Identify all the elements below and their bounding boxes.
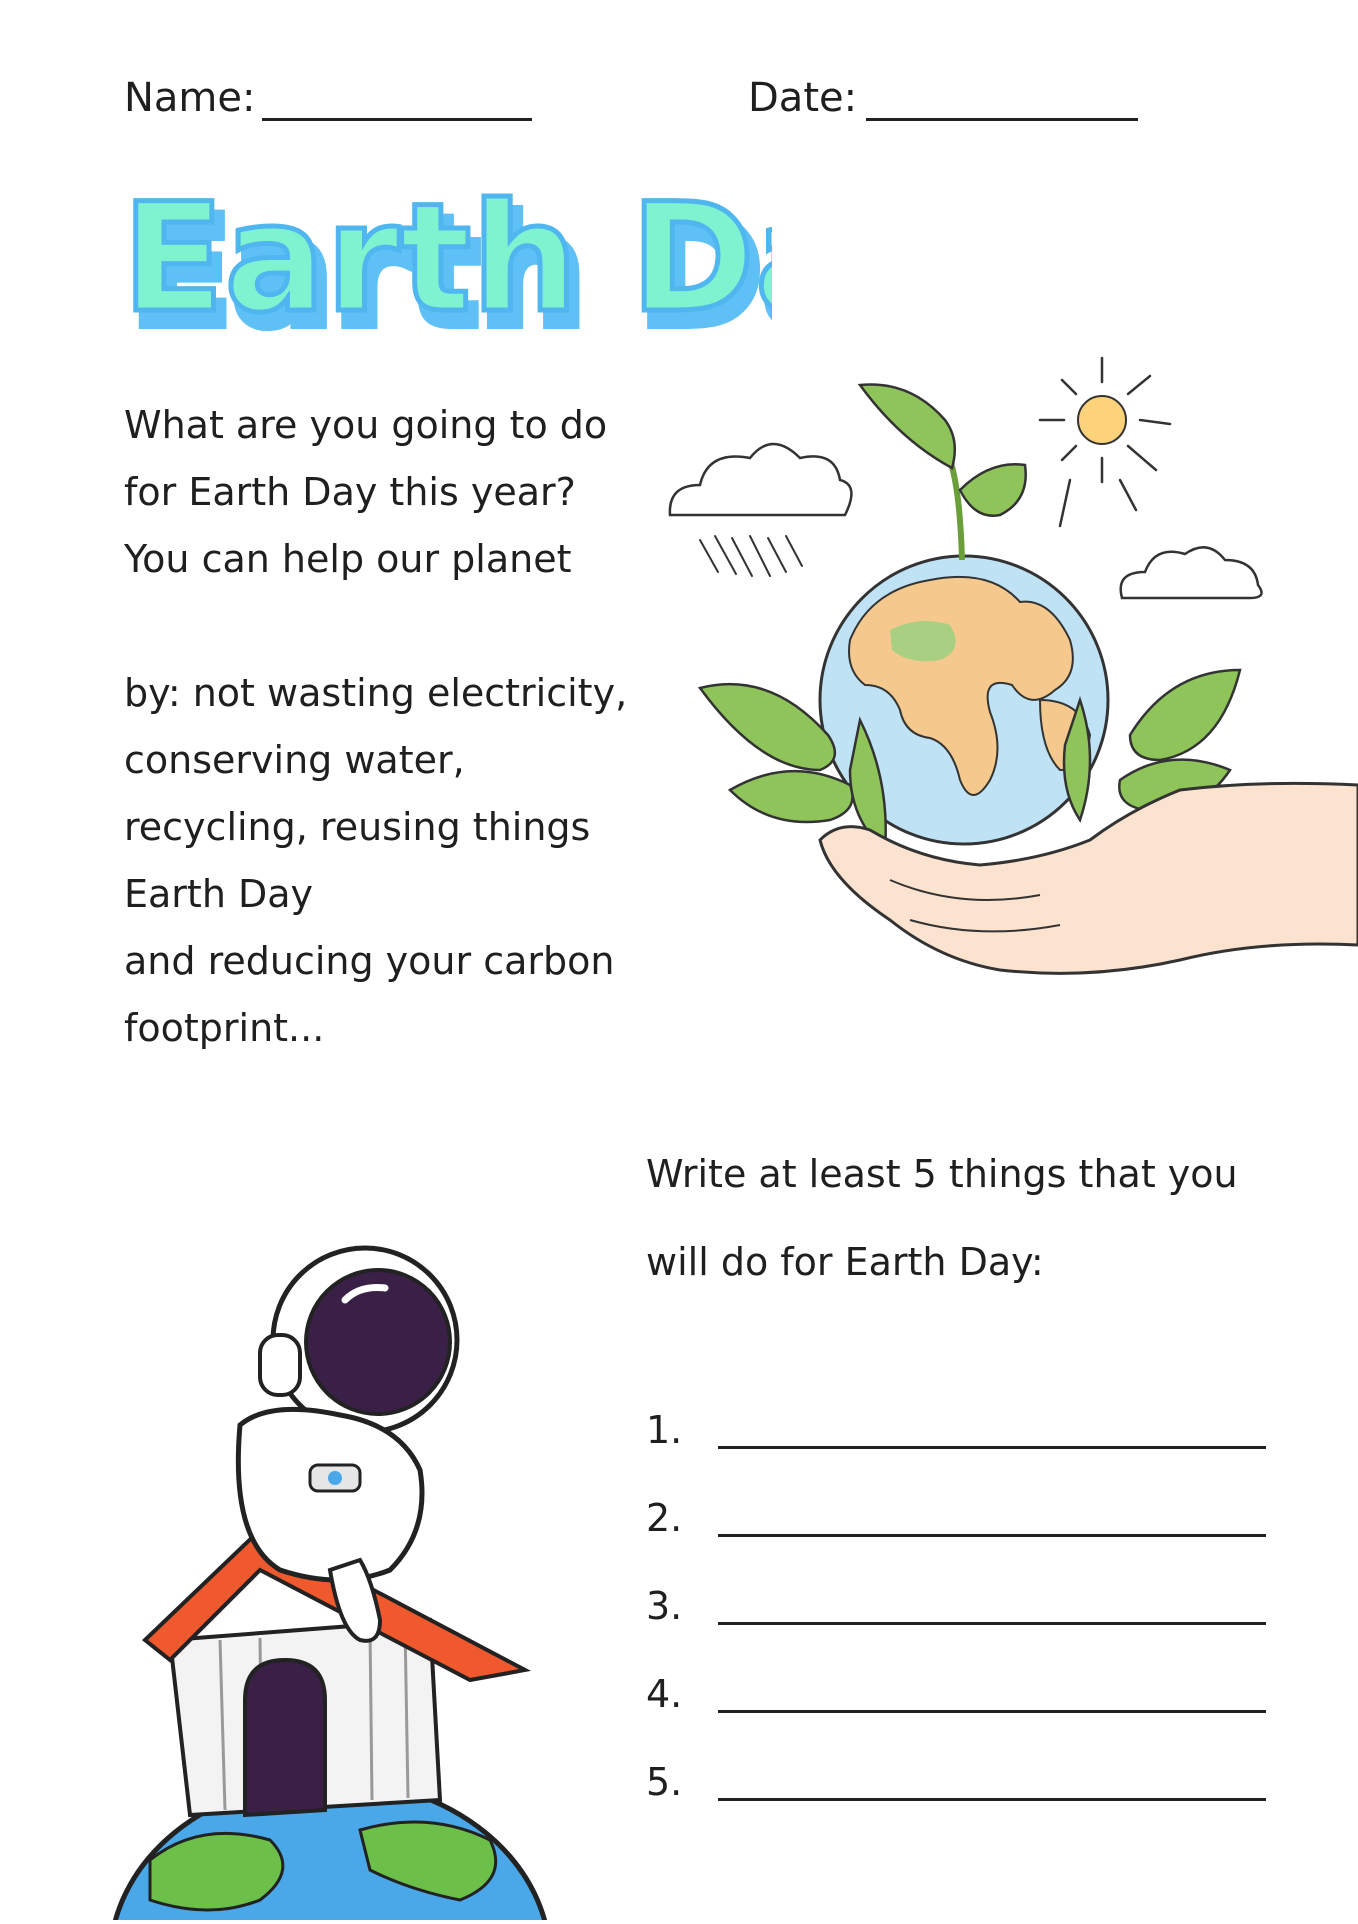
prompt-line: Write at least 5 things that you xyxy=(646,1152,1238,1196)
answer-line[interactable] xyxy=(718,1446,1266,1449)
name-label: Name: xyxy=(124,75,256,121)
list-number: 2. xyxy=(646,1496,683,1540)
answer-line[interactable] xyxy=(718,1622,1266,1625)
intro-line: footprint... xyxy=(124,1006,325,1050)
intro-line: recycling, reusing things xyxy=(124,805,591,849)
list-item xyxy=(646,1488,1266,1576)
intro-text xyxy=(124,392,644,1062)
intro-line: Earth Day xyxy=(124,872,314,916)
astronaut-icon xyxy=(238,1248,457,1641)
intro-line: conserving water, xyxy=(124,738,465,782)
answer-list xyxy=(646,1400,1266,1840)
list-number: 5. xyxy=(646,1760,683,1804)
list-number: 4. xyxy=(646,1672,683,1716)
intro-line: and reducing your carbon xyxy=(124,939,615,983)
answer-line[interactable] xyxy=(718,1710,1266,1713)
prompt-text xyxy=(646,1130,1286,1306)
list-number: 3. xyxy=(646,1584,683,1628)
page-title-text: Earth D xyxy=(122,172,755,346)
cloud-icon-2 xyxy=(1121,547,1262,598)
earth-hands-illustration xyxy=(660,340,1358,1010)
astronaut-illustration xyxy=(110,1240,550,1920)
intro-line: by: not wasting electricity, xyxy=(124,671,628,715)
list-item xyxy=(646,1752,1266,1840)
sprout-icon xyxy=(860,384,1026,560)
intro-line: You can help our planet xyxy=(124,537,572,581)
answer-line[interactable] xyxy=(718,1534,1266,1537)
list-item xyxy=(646,1400,1266,1488)
page-title-shadow: Earth D xyxy=(130,186,763,360)
list-item xyxy=(646,1576,1266,1664)
sun-icon xyxy=(1040,358,1170,526)
answer-line[interactable] xyxy=(718,1798,1266,1801)
list-number: 1. xyxy=(646,1408,683,1452)
name-field[interactable] xyxy=(262,118,532,121)
date-field[interactable] xyxy=(866,118,1138,121)
prompt-line: will do for Earth Day: xyxy=(646,1240,1044,1284)
rain-icon xyxy=(700,536,802,576)
date-label: Date: xyxy=(748,75,858,121)
cloud-icon xyxy=(670,444,852,515)
intro-line: for Earth Day this year? xyxy=(124,470,576,514)
list-item xyxy=(646,1664,1266,1752)
intro-line: What are you going to do xyxy=(124,403,608,447)
